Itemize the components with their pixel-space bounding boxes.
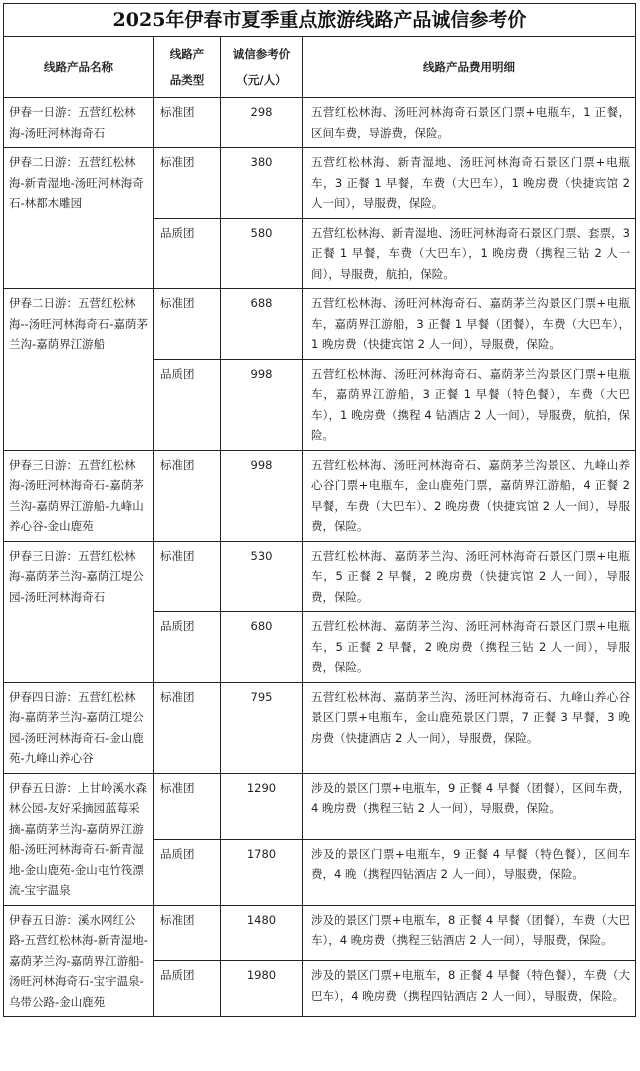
route-name: 伊春二日游：五营红松林海--汤旺河林海奇石-嘉荫茅兰沟-嘉荫界江游船 <box>4 289 154 451</box>
cost-detail: 五营红松林海、汤旺河林海奇石、嘉荫茅兰沟景区、九峰山养心谷门票+电瓶车，金山鹿苑门票，嘉荫界江游船，4 正餐 2 早餐，车费（大巴车）、2 晚房费（快捷宾馆 2 人一间），导服费，保险。 <box>303 450 636 541</box>
reference-price: 998 <box>221 450 303 541</box>
product-type: 品质团 <box>154 218 221 289</box>
reference-price: 1290 <box>221 773 303 839</box>
header-cost-detail: 线路产品费用明细 <box>303 37 636 98</box>
reference-price: 298 <box>221 98 303 148</box>
table-row <box>4 682 636 773</box>
cost-detail: 五营红松林海、嘉荫茅兰沟、汤旺河林海奇石、九峰山养心谷景区门票+电瓶车，金山鹿苑景区门票，7 正餐 3 早餐，3 晚房费（快捷酒店 2 人一间），导服费，保险。 <box>303 682 636 773</box>
route-name: 伊春五日游：溪水网红公路-五营红松林海-新青湿地-嘉荫茅兰沟-嘉荫界江游船-汤旺河林海奇石-宝宇温泉-乌带公路-金山鹿苑 <box>4 905 154 1017</box>
route-name: 伊春二日游：五营红松林海-新青湿地-汤旺河林海奇石-林都木雕园 <box>4 148 154 289</box>
cost-detail: 五营红松林海、汤旺河林海奇石、嘉荫茅兰沟景区门票+电瓶车，嘉荫界江游船，3 正餐 1 早餐（特色餐），车费（大巴车），1 晚房费（携程 4 钻酒店 2 人一间），导服费，航拍，保险。 <box>303 359 636 450</box>
table-header-row <box>4 37 636 98</box>
header-route-name: 线路产品名称 <box>4 37 154 98</box>
reference-price: 680 <box>221 612 303 683</box>
table-row <box>4 98 636 148</box>
cost-detail: 涉及的景区门票+电瓶车，9 正餐 4 早餐（特色餐），区间车费，4 晚（携程四钻酒店 2 人一间），导服费，保险。 <box>303 839 636 905</box>
cost-detail: 五营红松林海、新青湿地、汤旺河林海奇石景区门票+电瓶车，3 正餐 1 早餐，车费（大巴车），1 晚房费（快捷宾馆 2 人一间），导服费，保险。 <box>303 148 636 219</box>
header-price-line2: （元/人） <box>236 73 287 87</box>
cost-detail: 五营红松林海、汤旺河林海奇石景区门票+电瓶车，1 正餐，区间车费，导游费，保险。 <box>303 98 636 148</box>
reference-price: 380 <box>221 148 303 219</box>
route-name: 伊春一日游：五营红松林海-汤旺河林海奇石 <box>4 98 154 148</box>
header-price-line1: 诚信参考价 <box>232 47 291 61</box>
route-name: 伊春四日游：五营红松林海-嘉荫茅兰沟-嘉荫江堤公园-汤旺河林海奇石-金山鹿苑-九峰山养心谷 <box>4 682 154 773</box>
reference-price: 1780 <box>221 839 303 905</box>
table-row <box>4 773 636 839</box>
product-type: 标准团 <box>154 450 221 541</box>
table-row <box>4 148 636 219</box>
product-type: 品质团 <box>154 612 221 683</box>
reference-price: 795 <box>221 682 303 773</box>
table-row <box>4 289 636 360</box>
header-reference-price <box>221 37 303 98</box>
table-row <box>4 450 636 541</box>
reference-price: 530 <box>221 541 303 612</box>
price-table <box>3 36 636 1017</box>
product-type: 标准团 <box>154 682 221 773</box>
product-type: 品质团 <box>154 359 221 450</box>
header-type-line1: 线路产 <box>169 47 205 61</box>
cost-detail: 五营红松林海、新青湿地、汤旺河林海奇石景区门票、套票，3 正餐 1 早餐，车费（大巴车），1 晚房费（携程三钻 2 人一间），导服费，航拍，保险。 <box>303 218 636 289</box>
table-row <box>4 905 636 961</box>
cost-detail: 涉及的景区门票+电瓶车，9 正餐 4 早餐（团餐），区间车费，4 晚房费（携程三钻 2 人一间），导服费，保险。 <box>303 773 636 839</box>
cost-detail: 涉及的景区门票+电瓶车，8 正餐 4 早餐（特色餐），车费（大巴车），4 晚房费（携程四钻酒店 2 人一间），导服费，保险。 <box>303 961 636 1017</box>
product-type: 标准团 <box>154 773 221 839</box>
reference-price: 998 <box>221 359 303 450</box>
product-type: 标准团 <box>154 905 221 961</box>
document-page <box>3 3 636 1067</box>
product-type: 标准团 <box>154 541 221 612</box>
reference-price: 580 <box>221 218 303 289</box>
product-type: 品质团 <box>154 961 221 1017</box>
cost-detail: 五营红松林海、汤旺河林海奇石、嘉荫茅兰沟景区门票+电瓶车，嘉荫界江游船，3 正餐 1 早餐（团餐），车费（大巴车），1 晚房费（快捷宾馆 2 人一间），导服费，保险。 <box>303 289 636 360</box>
route-name: 伊春三日游：五营红松林海-汤旺河林海奇石-嘉荫茅兰沟-嘉荫界江游船-九峰山养心谷-金山鹿苑 <box>4 450 154 541</box>
page-title: 2025年伊春市夏季重点旅游线路产品诚信参考价 <box>3 3 636 36</box>
product-type: 品质团 <box>154 839 221 905</box>
cost-detail: 涉及的景区门票+电瓶车，8 正餐 4 早餐（团餐），车费（大巴车），4 晚房费（携程三钻酒店 2 人一间），导服费，保险。 <box>303 905 636 961</box>
route-name: 伊春三日游：五营红松林海-嘉荫茅兰沟-嘉荫江堤公园-汤旺河林海奇石 <box>4 541 154 682</box>
product-type: 标准团 <box>154 98 221 148</box>
product-type: 标准团 <box>154 148 221 219</box>
reference-price: 688 <box>221 289 303 360</box>
header-type-line2: 品类型 <box>169 73 205 87</box>
reference-price: 1480 <box>221 905 303 961</box>
table-row <box>4 541 636 612</box>
cost-detail: 五营红松林海、嘉荫茅兰沟、汤旺河林海奇石景区门票+电瓶车，5 正餐 2 早餐，2 晚房费（快捷宾馆 2 人一间），导服费，保险。 <box>303 541 636 612</box>
reference-price: 1980 <box>221 961 303 1017</box>
cost-detail: 五营红松林海、嘉荫茅兰沟、汤旺河林海奇石景区门票+电瓶车，5 正餐 2 早餐，2 晚房费（携程三钻 2 人一间），导服费，保险。 <box>303 612 636 683</box>
route-name: 伊春五日游：上甘岭溪水森林公园-友好采摘园蓝莓采摘-嘉荫茅兰沟-嘉荫界江游船-汤旺河林海奇石-新青湿地-金山鹿苑-金山屯竹筏漂流-宝宇温泉 <box>4 773 154 905</box>
product-type: 标准团 <box>154 289 221 360</box>
header-product-type <box>154 37 221 98</box>
